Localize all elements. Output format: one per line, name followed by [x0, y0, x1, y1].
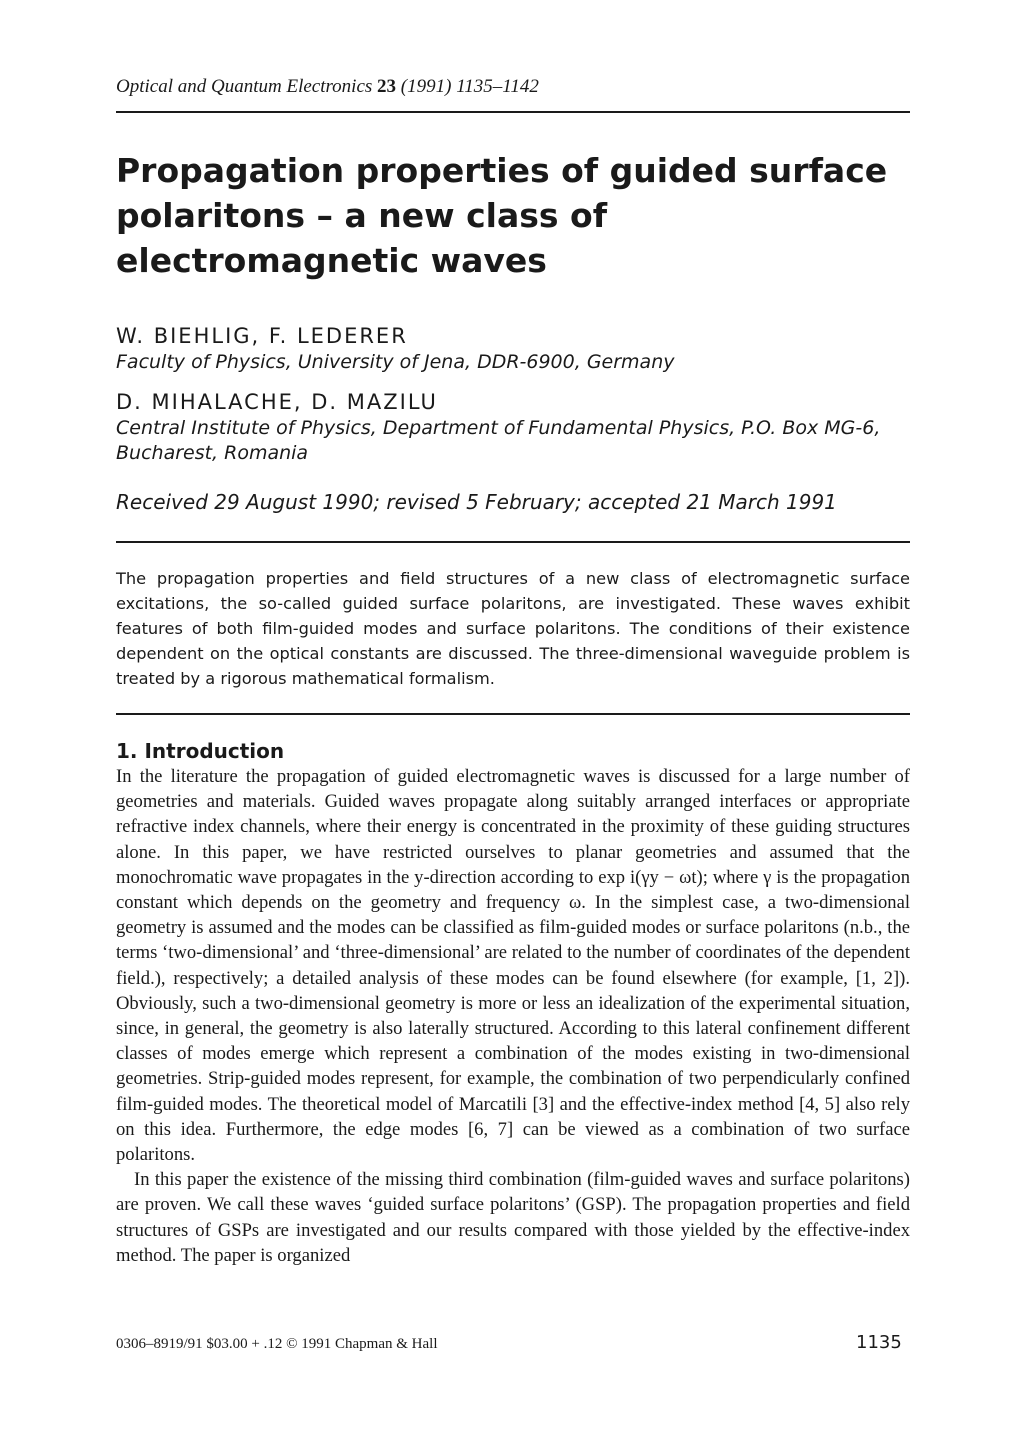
- author-line-1: W. BIEHLIG, F. LEDERER: [116, 324, 408, 348]
- abstract-top-rule: [116, 541, 910, 543]
- header-rule: [116, 111, 910, 113]
- paper-title: Propagation properties of guided surface polaritons – a new class of electromagnetic waves: [116, 151, 888, 280]
- journal-volume: 23: [377, 76, 397, 97]
- abstract-bottom-rule: [116, 713, 910, 715]
- received-dates: Received 29 August 1990; revised 5 February; accepted 21 March 1991: [116, 490, 837, 514]
- section-heading: 1. Introduction: [116, 739, 285, 763]
- abstract: The propagation properties and field structures of a new class of electromagnetic surface excitations, the so-called guided surface polaritons, are investigated. These waves exhibit features of both film-guided modes and surface polaritons. The conditions of their existence dependent on the optical constants are discussed. The three-dimensional waveguide problem is treated by a rigorous mathematical formalism.: [116, 569, 910, 688]
- footer-copyright: 0306–8919/91 $03.00 + .12 © 1991 Chapman & Hall: [116, 1336, 438, 1352]
- journal-name: Optical and Quantum Electronics: [116, 76, 373, 97]
- affiliation-1: Faculty of Physics, University of Jena, DDR-6900, Germany: [116, 351, 675, 373]
- page-number: 1135: [856, 1332, 902, 1353]
- affiliation-2: Central Institute of Physics, Department of Fundamental Physics, P.O. Box MG-6, Bucharest, Romania: [116, 417, 881, 464]
- journal-header: [116, 76, 916, 98]
- author-line-2: D. MIHALACHE, D. MAZILU: [116, 390, 438, 414]
- paragraph: In this paper the existence of the missing third combination (film-guided waves and surface polaritons) are proven. We call these waves ‘guided surface polaritons’ (GSP). The propagation properties and field structures of GSPs are investigated and our results compared with those yielded by the effective-index method. The paper is organized: [116, 1169, 910, 1266]
- paragraph: In the literature the propagation of guided electromagnetic waves is discussed for a large number of geometries and materials. Guided waves propagate along suitably arranged interfaces or appropriate refractive index channels, where their energy is concentrated in the proximity of these guiding structures alone. In this paper, we have restricted ourselves to planar geometries and assumed that the monochromatic wave propagates in the y-direction according to exp i(γy − ωt); where γ is the propagation constant which depends on the geometry and frequency ω. In the simplest case, a two-dimensional geometry is assumed and the modes can be classified as film-guided modes or surface polaritons (n.b., the terms ‘two-dimensional’ and ‘three-dimensional’ are related to the number of coordinates of the dependent field.), respectively; a detailed analysis of these modes can be found elsewhere (for example, [1, 2]). Obviously, such a two-dimensional geometry is more or less an idealization of the experimental situation, since, in general, the geometry is also laterally structured. According to this lateral confinement different classes of modes emerge which represent a combination of the modes existing in two-dimensional geometries. Strip-guided modes represent, for example, the combination of two perpendicularly confined film-guided modes. The theoretical model of Marcatili [3] and the effective-index method [4, 5] also rely on this idea. Furthermore, the edge modes [6, 7] can be viewed as a combination of two surface polaritons.: [116, 766, 910, 1166]
- journal-year-pages: (1991) 1135–1142: [400, 76, 539, 97]
- body-text: [116, 764, 910, 1268]
